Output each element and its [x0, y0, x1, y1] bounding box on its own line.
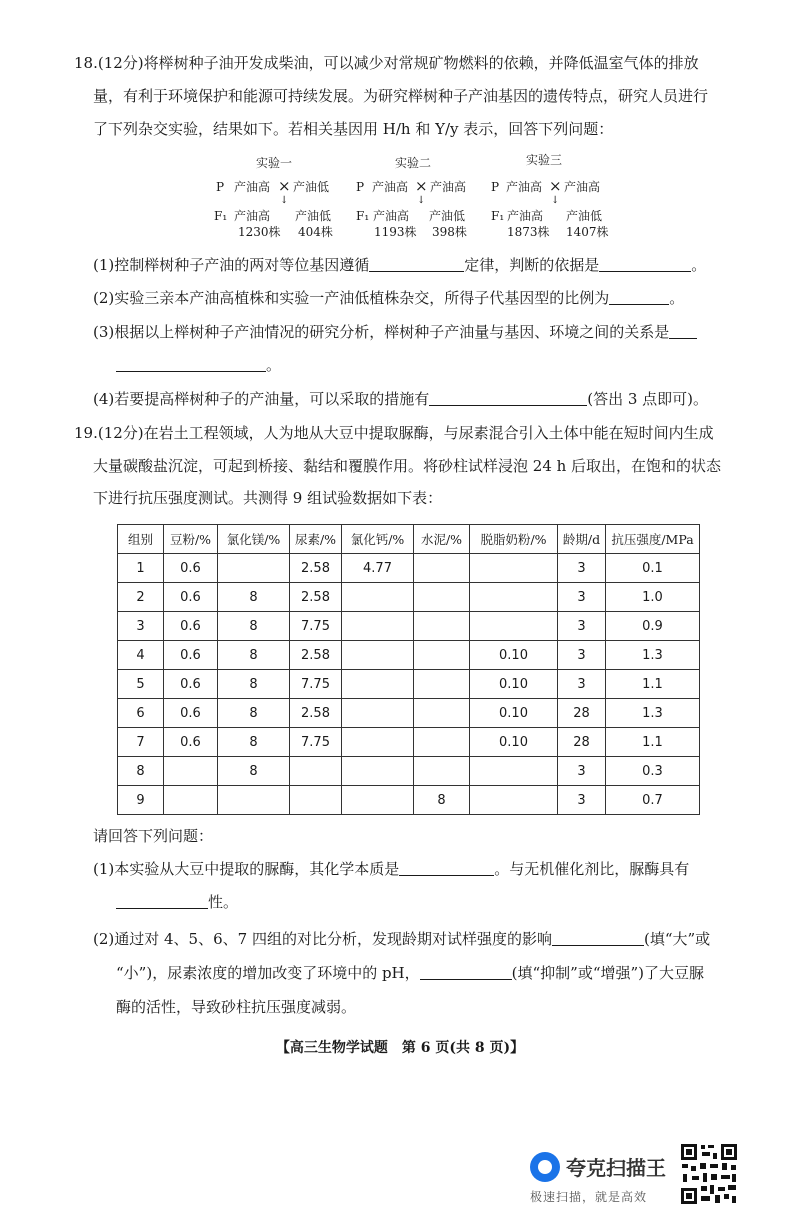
q19-sub2-text-b: (填“大”或	[643, 930, 711, 948]
table-cell	[342, 699, 414, 728]
table-cell: 4	[118, 641, 164, 670]
q19-sub1	[93, 858, 689, 880]
table-cell: 3	[118, 612, 164, 641]
table-cell: 8	[218, 699, 290, 728]
q18-sub1-text-b: 定律，判断的依据是	[464, 256, 600, 274]
q19-sub2-cont	[116, 962, 704, 984]
table-cell	[414, 641, 470, 670]
table-row	[118, 641, 700, 670]
table-cell: 0.6	[164, 699, 218, 728]
exp3-f1-right-count: 1407株	[566, 225, 609, 239]
q19-sub2-text-c: “小”)，尿素浓度的增加改变了环境中的 pH，	[116, 964, 420, 982]
q19-sub1-text-a: (1)本实验从大豆中提取的脲酶，其化学本质是	[93, 860, 400, 878]
table-cell: 1	[118, 554, 164, 583]
table-header-row	[118, 525, 700, 554]
watermark-slogan: 极速扫描，就是高效	[530, 1190, 648, 1204]
table-cell: 0.10	[470, 670, 558, 699]
table-header-cell: 龄期/d	[558, 525, 606, 554]
q18-sub3-answer[interactable]	[116, 355, 266, 372]
table-cell	[342, 757, 414, 786]
exp2-f1-left: 产油高	[373, 209, 410, 223]
table-cell: 8	[218, 641, 290, 670]
table-cell	[290, 786, 342, 815]
table-cell	[218, 786, 290, 815]
table-cell: 3	[558, 670, 606, 699]
table-row	[118, 612, 700, 641]
q19-line3: 下进行抗压强度测试。共测得 9 组试验数据如下表：	[93, 489, 443, 507]
exp1-f1-right: 产油低	[295, 209, 332, 223]
table-cell	[470, 612, 558, 641]
q18-sub1	[93, 254, 706, 276]
q18-sub2-text-a: (2)实验三亲本产油高植株和实验一产油低植株杂交，所得子代基因型的比例为	[93, 289, 610, 307]
table-cell: 3	[558, 612, 606, 641]
table-cell	[342, 728, 414, 757]
table-cell: 8	[218, 670, 290, 699]
exp1-p-right: 产油低	[293, 180, 330, 194]
exp2-p-label: P	[356, 180, 365, 194]
table-header-cell: 抗压强度/MPa	[606, 525, 700, 554]
table-row	[118, 728, 700, 757]
table-cell	[414, 554, 470, 583]
exp1-f1-label: F₁	[214, 209, 228, 223]
table-row	[118, 554, 700, 583]
table-cell: 1.3	[606, 699, 700, 728]
table-cell: 0.6	[164, 612, 218, 641]
table-header-cell: 豆粉/%	[164, 525, 218, 554]
table-cell	[470, 757, 558, 786]
exp3-f1-right: 产油低	[566, 209, 603, 223]
exp2-p-right: 产油高	[430, 180, 467, 194]
table-row	[118, 670, 700, 699]
table-cell: 0.10	[470, 699, 558, 728]
q19-sub1-answer-property[interactable]	[116, 892, 208, 909]
table-cell	[470, 583, 558, 612]
table-cell: 0.6	[164, 583, 218, 612]
quark-logo-icon	[530, 1152, 560, 1182]
table-cell	[342, 670, 414, 699]
q18-sub1-answer-basis[interactable]	[599, 255, 691, 272]
q19-line2: 大量碳酸盐沉淀，可起到桥接、黏结和覆膜作用。将砂柱试样浸泡 24 h 后取出，在饱和的状态	[93, 457, 722, 475]
q18-sub4-answer[interactable]	[429, 389, 587, 406]
table-cell: 2.58	[290, 583, 342, 612]
table-cell	[414, 670, 470, 699]
table-cell	[164, 757, 218, 786]
exp1-f1-left: 产油高	[234, 209, 271, 223]
table-cell: 2.58	[290, 641, 342, 670]
table-cell: 8	[218, 583, 290, 612]
table-cell	[414, 728, 470, 757]
q18-sub4-text-b: (答出 3 点即可)。	[587, 390, 709, 408]
q18-sub4-text-a: (4)若要提高榉树种子的产油量，可以采取的措施有	[93, 390, 430, 408]
q18-sub3-cont	[116, 354, 281, 376]
table-cell	[218, 554, 290, 583]
exp3-f1-left: 产油高	[507, 209, 544, 223]
exp3-p-label: P	[491, 180, 500, 194]
table-cell: 4.77	[342, 554, 414, 583]
table-cell: 0.3	[606, 757, 700, 786]
table-cell: 28	[558, 728, 606, 757]
q19-sub2-answer-effect[interactable]	[552, 929, 644, 946]
q19-sub1-text-b: 。与无机催化剂比，脲酶具有	[494, 860, 690, 878]
q19-sub1-text-c: 性。	[208, 893, 239, 911]
table-cell	[342, 583, 414, 612]
table-cell: 7.75	[290, 612, 342, 641]
table-cell: 0.1	[606, 554, 700, 583]
exp2-cross-symbol: ×	[415, 177, 428, 195]
table-cell	[342, 786, 414, 815]
exp3-cross-symbol: ×	[549, 177, 562, 195]
table-cell: 1.3	[606, 641, 700, 670]
exp2-f1-right: 产油低	[429, 209, 466, 223]
table-row	[118, 757, 700, 786]
scanner-watermark	[530, 1148, 675, 1208]
q19-sub2-text-a: (2)通过对 4、5、6、7 四组的对比分析，发现龄期对试样强度的影响	[93, 930, 552, 948]
table-cell: 8	[218, 757, 290, 786]
table-cell: 8	[218, 728, 290, 757]
table-cell: 8	[414, 786, 470, 815]
table-cell: 2.58	[290, 554, 342, 583]
exp3-p-left: 产油高	[506, 180, 543, 194]
q19-sub2-text-d: (填“抑制”或“增强”)了大豆脲	[511, 964, 705, 982]
table-cell: 3	[558, 554, 606, 583]
exp1-p-label: P	[216, 180, 225, 194]
table-header-cell: 氯化镁/%	[218, 525, 290, 554]
exp2-title: 实验二	[395, 156, 432, 170]
exp1-f1-right-count: 404株	[298, 225, 333, 239]
q18-sub4	[93, 388, 708, 410]
table-cell	[470, 554, 558, 583]
table-cell: 7.75	[290, 670, 342, 699]
table-row	[118, 699, 700, 728]
exp1-p-left: 产油高	[234, 180, 271, 194]
table-cell: 0.7	[606, 786, 700, 815]
table-cell: 5	[118, 670, 164, 699]
table-header-cell: 组别	[118, 525, 164, 554]
table-row	[118, 786, 700, 815]
q18-sub2	[93, 287, 684, 309]
table-cell: 0.6	[164, 670, 218, 699]
table-cell	[414, 612, 470, 641]
exp2-f1-label: F₁	[356, 209, 370, 223]
exp3-arrow: ↓	[551, 195, 560, 206]
table-cell: 6	[118, 699, 164, 728]
q19-sub1-answer-nature[interactable]	[399, 859, 494, 876]
exp2-arrow: ↓	[417, 195, 426, 206]
q18-line1: 18.(12分)将榉树种子油开发成柴油，可以减少对常规矿物燃料的依赖，并降低温室气体的排放	[74, 54, 699, 72]
exp1-f1-left-count: 1230株	[238, 225, 281, 239]
table-cell: 0.6	[164, 554, 218, 583]
qr-code-icon	[680, 1143, 738, 1205]
table-header-cell: 尿素/%	[290, 525, 342, 554]
exp2-p-left: 产油高	[372, 180, 409, 194]
table-cell: 7	[118, 728, 164, 757]
table-cell: 2	[118, 583, 164, 612]
q19-data-table	[117, 524, 700, 815]
table-cell: 1.0	[606, 583, 700, 612]
exp2-f1-left-count: 1193株	[374, 225, 417, 239]
table-cell	[342, 612, 414, 641]
exp3-title: 实验三	[526, 153, 563, 167]
q18-sub3-answer-start[interactable]	[669, 322, 697, 339]
q18-sub1-text-a: (1)控制榉树种子产油的两对等位基因遵循	[93, 256, 370, 274]
table-header-cell: 氯化钙/%	[342, 525, 414, 554]
table-header-cell: 水泥/%	[414, 525, 470, 554]
table-row	[118, 583, 700, 612]
q19-sub2	[93, 928, 710, 950]
table-body	[118, 554, 700, 815]
table-cell: 8	[118, 757, 164, 786]
table-cell: 1.1	[606, 728, 700, 757]
table-cell	[414, 757, 470, 786]
q18-sub2-text-b: 。	[669, 289, 685, 307]
table-cell: 0.6	[164, 728, 218, 757]
table-cell: 2.58	[290, 699, 342, 728]
q19-sub1-cont	[116, 891, 238, 913]
table-cell: 0.9	[606, 612, 700, 641]
table-cell: 28	[558, 699, 606, 728]
q18-sub1-text-c: 。	[691, 256, 707, 274]
q19-line1: 19.(12分)在岩土工程领域，人为地从大豆中提取脲酶，与尿素混合引入土体中能在短时间内生成	[74, 424, 714, 442]
table-cell: 3	[558, 786, 606, 815]
table-cell: 7.75	[290, 728, 342, 757]
q18-sub3	[93, 321, 697, 343]
table-cell: 0.6	[164, 641, 218, 670]
table-cell	[290, 757, 342, 786]
exp3-p-right: 产油高	[564, 180, 601, 194]
table-cell	[414, 583, 470, 612]
table-cell: 0.10	[470, 728, 558, 757]
watermark-name: 夸克扫描王	[566, 1156, 666, 1180]
table-cell: 3	[558, 641, 606, 670]
q19-prompt: 请回答下列问题：	[93, 827, 214, 845]
table-cell	[414, 699, 470, 728]
table-cell	[342, 641, 414, 670]
exp1-arrow: ↓	[280, 195, 289, 206]
table-cell: 9	[118, 786, 164, 815]
exp2-f1-right-count: 398株	[432, 225, 467, 239]
table-cell: 0.10	[470, 641, 558, 670]
table-cell	[164, 786, 218, 815]
page-footer: 【高三生物学试题 第 6 页(共 8 页)】	[275, 1040, 525, 1056]
q18-line3: 了下列杂交实验，结果如下。若相关基因用 H/h 和 Y/y 表示，回答下列问题：	[93, 120, 614, 138]
exp3-f1-label: F₁	[491, 209, 505, 223]
table-cell: 1.1	[606, 670, 700, 699]
table-cell: 3	[558, 757, 606, 786]
q18-sub3-text-b: 。	[266, 356, 282, 374]
q18-sub1-answer-law[interactable]	[369, 255, 464, 272]
q18-sub3-text-a: (3)根据以上榉树种子产油情况的研究分析，榉树种子产油量与基因、环境之间的关系是	[93, 323, 670, 341]
q18-sub2-answer[interactable]	[609, 288, 669, 305]
exp1-cross-symbol: ×	[278, 177, 291, 195]
table-header-cell: 脱脂奶粉/%	[470, 525, 558, 554]
exp3-f1-left-count: 1873株	[507, 225, 550, 239]
table-cell: 8	[218, 612, 290, 641]
table-cell: 3	[558, 583, 606, 612]
table-cell	[470, 786, 558, 815]
exp1-title: 实验一	[256, 156, 293, 170]
q19-sub2-end: 酶的活性，导致砂柱抗压强度减弱。	[116, 998, 357, 1016]
q19-sub2-answer-activity[interactable]	[420, 963, 512, 980]
q18-line2: 量，有利于环境保护和能源可持续发展。为研究榉树种子产油基因的遗传特点，研究人员进行	[93, 87, 709, 105]
